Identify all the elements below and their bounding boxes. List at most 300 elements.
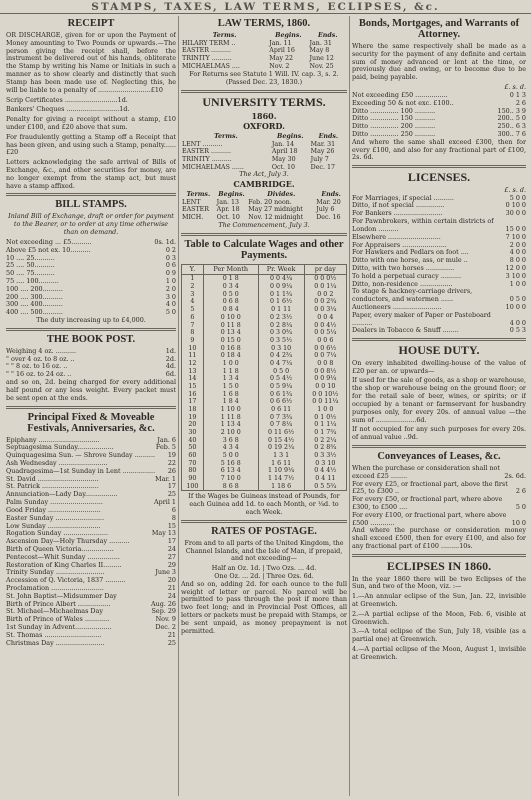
cambridge-term-row <box>181 206 347 214</box>
book-post-row-label: " " 8 oz. to 16 oz. .. <box>6 363 68 371</box>
bond-row-value: 2 6 <box>515 98 526 107</box>
cambridge-term-cell: Apr. 18 <box>216 206 240 214</box>
postage-body: From and to all parts of the United Kingdom, the Channel Islands, and the Isle of Man, if prepaid, and not exceeding— <box>184 538 344 563</box>
wage-cell: 0 1 11 <box>258 306 304 314</box>
license-label: For Appraisers ...................... <box>352 241 447 249</box>
festival-row <box>6 569 176 577</box>
wage-cell: 0 13 4 <box>203 329 258 337</box>
postage-rate-row: One Oz. ... 2d. | Three Ozs. 6d. <box>214 571 314 580</box>
license-row <box>352 312 526 328</box>
conveyance-row <box>352 512 526 528</box>
oxford-term-cell: Oct. 10 <box>271 163 296 171</box>
wage-cell: 90 <box>182 475 204 483</box>
license-label: For Pawnbrokers, within certain districts of London .......... <box>352 218 494 233</box>
oxford-heading: OXFORD. <box>243 121 285 132</box>
wage-cell: 1 14 7½ <box>258 475 304 483</box>
wage-cell: 15 <box>182 383 204 391</box>
wage-cell: 1 0 0 <box>203 360 258 368</box>
cambridge-term-row <box>181 199 347 207</box>
bond-row-label: Exceeding 50 & not exc. £100.. <box>352 99 454 107</box>
oxford-term-row <box>181 148 347 156</box>
oxford-term-cell: Jan. 14 <box>271 140 295 148</box>
cambridge-term-header: Ends. <box>321 191 341 199</box>
festival-row <box>6 562 176 570</box>
festival-row-value: 17 <box>167 482 176 491</box>
wages-title: Table to Calculate Wages and other Payments. <box>184 238 344 261</box>
wage-cell: 0 1 8 <box>203 275 258 283</box>
book-post-rows <box>6 348 176 379</box>
festival-row-value: 6 <box>171 505 176 514</box>
wage-cell: 0 0 9¼ <box>304 375 346 383</box>
bond-row-label: Ditto .............. 100 .......... <box>352 107 436 115</box>
license-label: To stage & hackney-carriage drivers, conductors, and watermen ...... <box>352 288 473 304</box>
licenses-header <box>352 187 526 195</box>
cambridge-table <box>181 191 347 222</box>
wage-cell: 30 <box>182 429 204 437</box>
wage-cell: 2 10 0 <box>203 429 258 437</box>
wage-cell: 7 <box>182 322 204 330</box>
festival-row-value: 19 <box>167 451 176 460</box>
bonds-title: Bonds, Mortgages, and Warrants of Attorney. <box>358 18 520 41</box>
wage-row <box>182 360 347 368</box>
wage-cell: 0 0 1¼ <box>304 283 346 291</box>
bill-stamp-row <box>6 301 176 309</box>
cambridge-term-cell: Dec. 16 <box>316 214 341 222</box>
wage-cell: 10 <box>182 345 204 353</box>
wage-cell: 0 6 1¾ <box>258 391 304 399</box>
license-row <box>352 288 526 304</box>
wage-cell: 0 8 4 <box>203 306 258 314</box>
conveyance-value: 2s. 6d. <box>504 471 526 480</box>
festival-row-label: Good Friday .......................... <box>6 506 101 514</box>
festival-row-label: Easter Sunday ........................ <box>6 514 105 522</box>
wage-cell: 1 5 0 <box>203 383 258 391</box>
law-terms-table <box>181 32 347 70</box>
license-row <box>352 304 526 312</box>
wage-cell: 3 6 8 <box>203 437 258 445</box>
festival-row <box>6 538 176 546</box>
cambridge-commencement: The Commencement, July 3. <box>218 220 310 229</box>
wage-cell: 1 10 9¼ <box>258 467 304 475</box>
wage-cell: 1 6 11 <box>258 460 304 468</box>
wage-cell: 0 16 8 <box>203 345 258 353</box>
wage-cell: 0 0 8 <box>304 360 346 368</box>
wage-cell: 5 0 0 <box>203 452 258 460</box>
oxford-term-cell: April 18 <box>271 148 298 156</box>
book-post-row-label: " over 4 oz. to 8 oz. .. <box>6 355 75 363</box>
eclipse-item: 2.—A partial eclipse of the Moon, Feb. 6, visible at Greenwich. <box>352 609 526 626</box>
wage-row <box>182 314 347 322</box>
wage-cell: 1 0 0 <box>304 406 346 414</box>
bill-stamp-row-label: 50 .... 75.......... <box>6 270 55 278</box>
bill-stamp-row <box>6 255 176 263</box>
cambridge-term-header: Divides. <box>267 191 296 199</box>
wage-cell: 0 0 10 <box>304 383 346 391</box>
wage-cell: 0 2 3½ <box>258 314 304 322</box>
bond-row-label: Ditto .............. 200 .......... <box>352 123 436 131</box>
wage-cell: 0 0 2¾ <box>304 298 346 306</box>
column-divider <box>178 16 179 796</box>
festival-row-value: 24 <box>167 591 176 600</box>
license-label: Ditto, if not special .............. <box>352 202 445 210</box>
bill-stamp-row <box>6 286 176 294</box>
book-post-row-value: 2d. <box>165 354 176 363</box>
festival-row-label: Birth of Queen Victoria................ <box>6 545 114 553</box>
wage-row <box>182 452 347 460</box>
wage-cell: 0 7 3¾ <box>258 414 304 422</box>
wage-cell: 0 18 4 <box>203 352 258 360</box>
house-duty-title: HOUSE DUTY. <box>398 343 480 358</box>
conveyance-value: 10 0 <box>511 518 526 527</box>
law-term-header: Ends. <box>318 32 338 40</box>
license-value: 3 10 0 <box>505 271 526 280</box>
wage-cell: 9 <box>182 337 204 345</box>
festival-row-value: 21 <box>167 630 176 639</box>
wage-row <box>182 421 347 429</box>
wage-cell: 0 1 1¾ <box>258 291 304 299</box>
bill-stamp-row-value: 0 2 <box>165 245 176 254</box>
conveyance-row <box>352 481 526 497</box>
column-middle <box>181 16 347 798</box>
bill-stamp-row-label: 300 .... 400.......... <box>6 301 63 309</box>
festival-row-label: Annunciation—Lady Day................ <box>6 491 118 499</box>
wage-cell: 20 <box>182 421 204 429</box>
wage-row <box>182 329 347 337</box>
wage-cell: 0 0 4 <box>304 314 346 322</box>
bill-stamp-row-label: 25 .... 50.......... <box>6 262 55 270</box>
wage-row <box>182 391 347 399</box>
wage-row <box>182 483 347 491</box>
wage-cell: 1 6 8 <box>203 391 258 399</box>
receipt-fraud: For fraudulently getting a Stamp off a Receipt that has been given, and using such a Stamp, penalty......£20 <box>6 132 176 157</box>
conveyance-value: 2 6 <box>515 487 526 496</box>
wage-cell: 12 <box>182 360 204 368</box>
oxford-term-header: Ends. <box>318 133 339 141</box>
wage-cell: 7 10 0 <box>203 475 258 483</box>
bonds-rows <box>352 84 526 139</box>
law-term-cell: April 16 <box>269 47 295 55</box>
wage-cell: 0 3 3½ <box>304 452 346 460</box>
house-duty-p3: If not occupied for any such purposes for every 20s. of annual value ..9d. <box>352 425 526 442</box>
oxford-act: The Act, July 3. <box>239 170 289 179</box>
festival-row <box>6 632 176 640</box>
wage-row <box>182 467 347 475</box>
oxford-table <box>181 133 347 171</box>
cambridge-term-cell: Oct. 10 <box>216 214 240 222</box>
licenses-title: LICENSES. <box>407 170 471 185</box>
wage-cell: 6 13 4 <box>203 467 258 475</box>
license-row <box>352 242 526 250</box>
license-label: Dealers in Tobacco & Snuff ........ <box>352 327 459 335</box>
wage-cell: 8 6 8 <box>203 483 258 491</box>
festival-row <box>6 444 176 452</box>
wage-cell: 0 15 4½ <box>258 437 304 445</box>
wages-table <box>181 264 347 492</box>
law-term-cell: Jan. 11 <box>269 39 292 47</box>
wage-cell: 0 0 6 <box>304 337 346 345</box>
oxford-term-cell: July 7 <box>310 156 329 164</box>
wage-cell: 0 6 6½ <box>258 398 304 406</box>
festival-row-value: Feb. 5 <box>155 443 176 452</box>
oxford-term-cell: TRINITY .......... <box>182 156 232 164</box>
wage-cell: 1 13 4 <box>203 421 258 429</box>
cambridge-term-cell: Feb. 20 noon. <box>248 198 292 206</box>
oxford-term-row <box>181 156 347 164</box>
wage-cell: 0 1 1¼ <box>304 421 346 429</box>
license-row <box>352 257 526 265</box>
wage-cell: 0 4 11 <box>304 475 346 483</box>
wage-cell: 0 4 4½ <box>304 467 346 475</box>
bill-stamp-row-value: 3 0 <box>165 292 176 301</box>
festival-row <box>6 624 176 632</box>
festival-row <box>6 483 176 491</box>
wage-cell: 5 <box>182 306 204 314</box>
license-label: For Marriages, if special .......... <box>352 194 454 202</box>
festival-row <box>6 499 176 507</box>
wage-cell: 0 2 2¼ <box>304 437 346 445</box>
wage-cell: 0 6 8 <box>203 298 258 306</box>
license-label: For Hawkers and Pedlars on foot .... <box>352 249 469 257</box>
bond-row-label: Ditto .............. 150 .......... <box>352 115 436 123</box>
festival-row-value: 15 <box>167 521 176 530</box>
bill-stamps-foot: The duty increasing up to £4,000. <box>36 316 146 325</box>
festival-row <box>6 491 176 499</box>
license-row <box>352 234 526 242</box>
festival-row <box>6 608 176 616</box>
wage-cell: 0 5 5¾ <box>304 483 346 491</box>
wage-cell: 0 6 11 <box>258 406 304 414</box>
license-label: Auctioneers ........................ <box>352 304 442 311</box>
festival-row <box>6 530 176 538</box>
receipt-cheques: Bankers' Cheques ..........................1d. <box>6 105 130 114</box>
divider <box>352 445 526 448</box>
receipt-title: RECEIPT <box>67 18 115 29</box>
bill-stamp-row-label: 400 .... 500.......... <box>6 309 63 317</box>
festival-row-label: St. John Baptist—Midsummer Day <box>6 592 117 600</box>
wage-cell: 1 <box>182 275 204 283</box>
wage-row <box>182 298 347 306</box>
cambridge-heading: CAMBRIDGE. <box>233 179 295 190</box>
eclipses-intro: In the year 1860 there will be two Eclipses of the Sun, and two of the Moon, viz. :— <box>352 574 526 591</box>
license-value: 1 0 0 <box>509 279 526 288</box>
festival-row <box>6 476 176 484</box>
bill-stamps-rows <box>6 247 176 317</box>
wage-row <box>182 475 347 483</box>
wage-cell: 0 0 11¼ <box>304 398 346 406</box>
eclipses-list <box>352 593 526 662</box>
license-value: 8 0 0 <box>509 256 526 265</box>
festival-row-label: Pentecost—Whit Sunday ................ <box>6 553 120 561</box>
divider <box>6 328 176 331</box>
festival-row-value: 17 <box>167 537 176 546</box>
oxford-term-cell: LENT .......... <box>182 140 223 148</box>
festival-row <box>6 577 176 585</box>
wages-foot: If the Wages be Guineas instead of Pounds, for each Guinea add 1d. to each Month, or ¼d. to each Week. <box>188 492 340 516</box>
wage-cell: 18 <box>182 406 204 414</box>
law-terms-title: LAW TERMS, 1860. <box>217 18 311 29</box>
column-divider <box>349 16 350 796</box>
wage-cell: 0 2 8¼ <box>258 322 304 330</box>
law-term-row <box>181 63 347 71</box>
oxford-term-header: Terms. <box>214 133 238 141</box>
festival-row-label: Epiphany .............................. <box>6 436 100 444</box>
license-row <box>352 249 526 257</box>
wage-row <box>182 383 347 391</box>
house-duty-p2: If used for the sale of goods, as a shop or warehouse, the shop or warehouse being on the ground floor; or for the retail sale of beer, wines, or spirits; or if occupied by a tenant or farmservant for husbandry purposes only, for every 20s. of annual value —the sum of ....................6d. <box>352 376 526 424</box>
bonds-foot: And where the same shall exceed £300, then for every £100, and also for any fractional part of £100, 2s. 6d. <box>352 137 526 162</box>
column-left <box>6 16 176 798</box>
bond-row-value: 200.. 5 0 <box>497 114 526 123</box>
wage-cell: 0 3 10 <box>258 345 304 353</box>
festivals-title: Principal Fixed & Moveable Festivals, Anniversaries, &c. <box>27 411 155 434</box>
wage-cell: 0 1 7¾ <box>304 429 346 437</box>
cambridge-term-cell: Nov. 12 midnight <box>248 214 304 222</box>
wage-cell: 0 4 7¼ <box>258 360 304 368</box>
conveyance-value: 5 0 <box>515 503 526 512</box>
wage-cell: 0 0 4½ <box>304 322 346 330</box>
festival-row <box>6 640 176 648</box>
wage-row <box>182 322 347 330</box>
bill-stamp-row-label: 200 .... 300.......... <box>6 293 63 301</box>
book-post-title: THE BOOK POST. <box>46 333 136 345</box>
wage-header: pr day <box>304 264 346 275</box>
license-value: 10 0 0 <box>505 303 526 311</box>
bill-stamps-first-row: Not exceeding ... £5.......... 0s. 1d. <box>6 237 176 246</box>
festival-row-value: Sep. 29 <box>151 607 176 616</box>
wage-row <box>182 306 347 314</box>
law-term-row <box>181 47 347 55</box>
festival-row-label: Birth of Prince Albert ................ <box>6 600 111 608</box>
license-label: Ditto, non-residence ................ <box>352 280 453 288</box>
wage-cell: 1 11 8 <box>203 414 258 422</box>
wage-cell: 5 16 8 <box>203 460 258 468</box>
wage-cell: 0 0 7¼ <box>304 352 346 360</box>
festival-row <box>6 616 176 624</box>
divider <box>352 165 526 168</box>
wage-cell: 0 0 8½ <box>304 368 346 376</box>
wage-cell: 4 3 4 <box>203 444 258 452</box>
book-post-row-label: Weighing 4 oz. .......... <box>6 347 77 355</box>
wage-cell: 0 5 9¼ <box>258 383 304 391</box>
cambridge-term-cell: Mar. 20 <box>316 198 341 206</box>
wage-cell: 0 0 0½ <box>304 275 346 283</box>
festival-row <box>6 468 176 476</box>
oxford-term-cell: Dec. 17 <box>310 163 335 171</box>
bill-stamp-row-label: 100 .... 200.......... <box>6 285 63 293</box>
wage-cell: 1 8 4 <box>203 398 258 406</box>
festival-row-value: May 13 <box>151 529 176 538</box>
page-banner: STAMPS, TAXES, LAW TERMS, ECLIPSES, &c. <box>0 0 531 14</box>
wage-cell: 19 <box>182 414 204 422</box>
wage-cell: 0 0 9¼ <box>258 283 304 291</box>
wage-cell: 4 <box>182 298 204 306</box>
house-duty-p1: On every inhabited dwelling-house of the value of £20 per an. or upwards— <box>352 358 526 375</box>
bill-stamp-row <box>6 247 176 255</box>
wage-cell: 0 3 10 <box>304 460 346 468</box>
wage-cell: 0 5 0 <box>203 291 258 299</box>
festival-row-label: St. Michael—Michaelmas Day <box>6 608 103 616</box>
receipt-penalty: Penalty for giving a receipt without a stamp, £10 under £100, and £20 above that sum. <box>6 115 176 131</box>
festival-row-label: Accession of Q. Victoria, 1837 .......... <box>6 577 126 585</box>
bond-row-value: 0 1 3 <box>509 90 526 99</box>
festival-row-label: St. Thomas ............................ <box>6 631 102 639</box>
bill-stamp-row-value: 0 9 <box>165 269 176 278</box>
festival-row-value: 21 <box>167 584 176 593</box>
receipt-body: OR DISCHARGE, given for or upon the Payment of Money amounting to Two Pounds or upwards.—The person giving the receipt shall, before the instrument be delivered out of his hands, obliterate the Stamp by writing his Name or Initials in such a manner as to show clearly and distinctly that such Stamp has been made use of. Neglecting this, he will be liable to a penalty of ..........................£10 <box>6 31 176 94</box>
wage-cell: 0 11 6½ <box>258 429 304 437</box>
law-terms-note: For Returns see Statute 1 Will. IV. cap. 3, s. 2. (Passed Dec. 23, 1830.) <box>189 70 339 87</box>
book-post-row <box>6 363 176 371</box>
law-term-cell: HILARY TERM .. <box>182 39 236 47</box>
divider <box>6 193 176 196</box>
license-value: 0 5 0 <box>509 295 526 304</box>
divider <box>352 554 526 557</box>
bill-stamp-row <box>6 270 176 278</box>
license-value: 2 0 0 <box>509 240 526 249</box>
festival-row-label: Quinquagesima Sun. — Shrove Sunday .......... <box>6 452 156 460</box>
festival-row <box>6 601 176 609</box>
wage-cell: 1 10 0 <box>203 406 258 414</box>
divider <box>181 90 347 93</box>
license-label: Elsewhere .......................... <box>352 233 441 241</box>
wage-row <box>182 352 347 360</box>
wage-row <box>182 429 347 437</box>
column-right <box>352 16 526 798</box>
bonds-header <box>352 84 526 92</box>
license-value: 0 10 0 <box>505 201 526 210</box>
wage-cell: 1 3 1 <box>258 452 304 460</box>
bill-stamp-row-value: 4 0 <box>165 300 176 309</box>
law-term-row <box>181 55 347 63</box>
oxford-term-cell: Mar. 31 <box>310 140 336 148</box>
wage-cell: 0 3 0¾ <box>258 329 304 337</box>
book-post-row-value: 6d. <box>165 370 176 379</box>
wage-cell: 0 19 2¼ <box>258 444 304 452</box>
bill-stamps-title: BILL STAMPS. <box>55 199 127 211</box>
book-post-row-value: 4d. <box>165 362 176 371</box>
law-term-cell: MICHAELMAS .... <box>182 62 240 70</box>
wage-cell: 0 1 0½ <box>304 414 346 422</box>
festival-row-value: April 1 <box>154 498 176 507</box>
wage-row <box>182 337 347 345</box>
conveyance-label: When the purchase or consideration shall not exceed £25 ........ <box>352 464 500 480</box>
law-term-header: Begins. <box>275 32 302 40</box>
conveyance-row <box>352 465 526 481</box>
bill-stamp-row-value: 2 0 <box>165 284 176 293</box>
cambridge-term-cell: LENT <box>182 198 201 206</box>
license-label: To hold a perpetual curacy .......... <box>352 272 462 280</box>
wage-cell: 6 <box>182 314 204 322</box>
wage-cell: 70 <box>182 460 204 468</box>
law-term-cell: TRINITY .......... <box>182 55 232 63</box>
conveyance-row <box>352 496 526 512</box>
license-value: 30 0 0 <box>505 209 526 218</box>
license-value: 15 0 0 <box>505 224 526 233</box>
eclipse-item: 3.—A total eclipse of the Sun, July 18, visible (as a partial one) at Greenwich. <box>352 627 526 644</box>
festivals-rows <box>6 437 176 648</box>
license-value: 12 0 0 <box>505 263 526 272</box>
festival-row <box>6 515 176 523</box>
bill-stamp-row <box>6 262 176 270</box>
wage-cell: 0 0 6½ <box>304 345 346 353</box>
licenses-rows <box>352 187 526 335</box>
festival-row-label: St. Patrick ............................ <box>6 483 99 491</box>
wage-cell: 0 3 4 <box>203 283 258 291</box>
book-post-row <box>6 356 176 364</box>
festival-row-value: 27 <box>167 552 176 561</box>
bond-row-label: Not exceeding £50 ................ <box>352 91 448 99</box>
license-value: 4 0 0 <box>509 248 526 257</box>
